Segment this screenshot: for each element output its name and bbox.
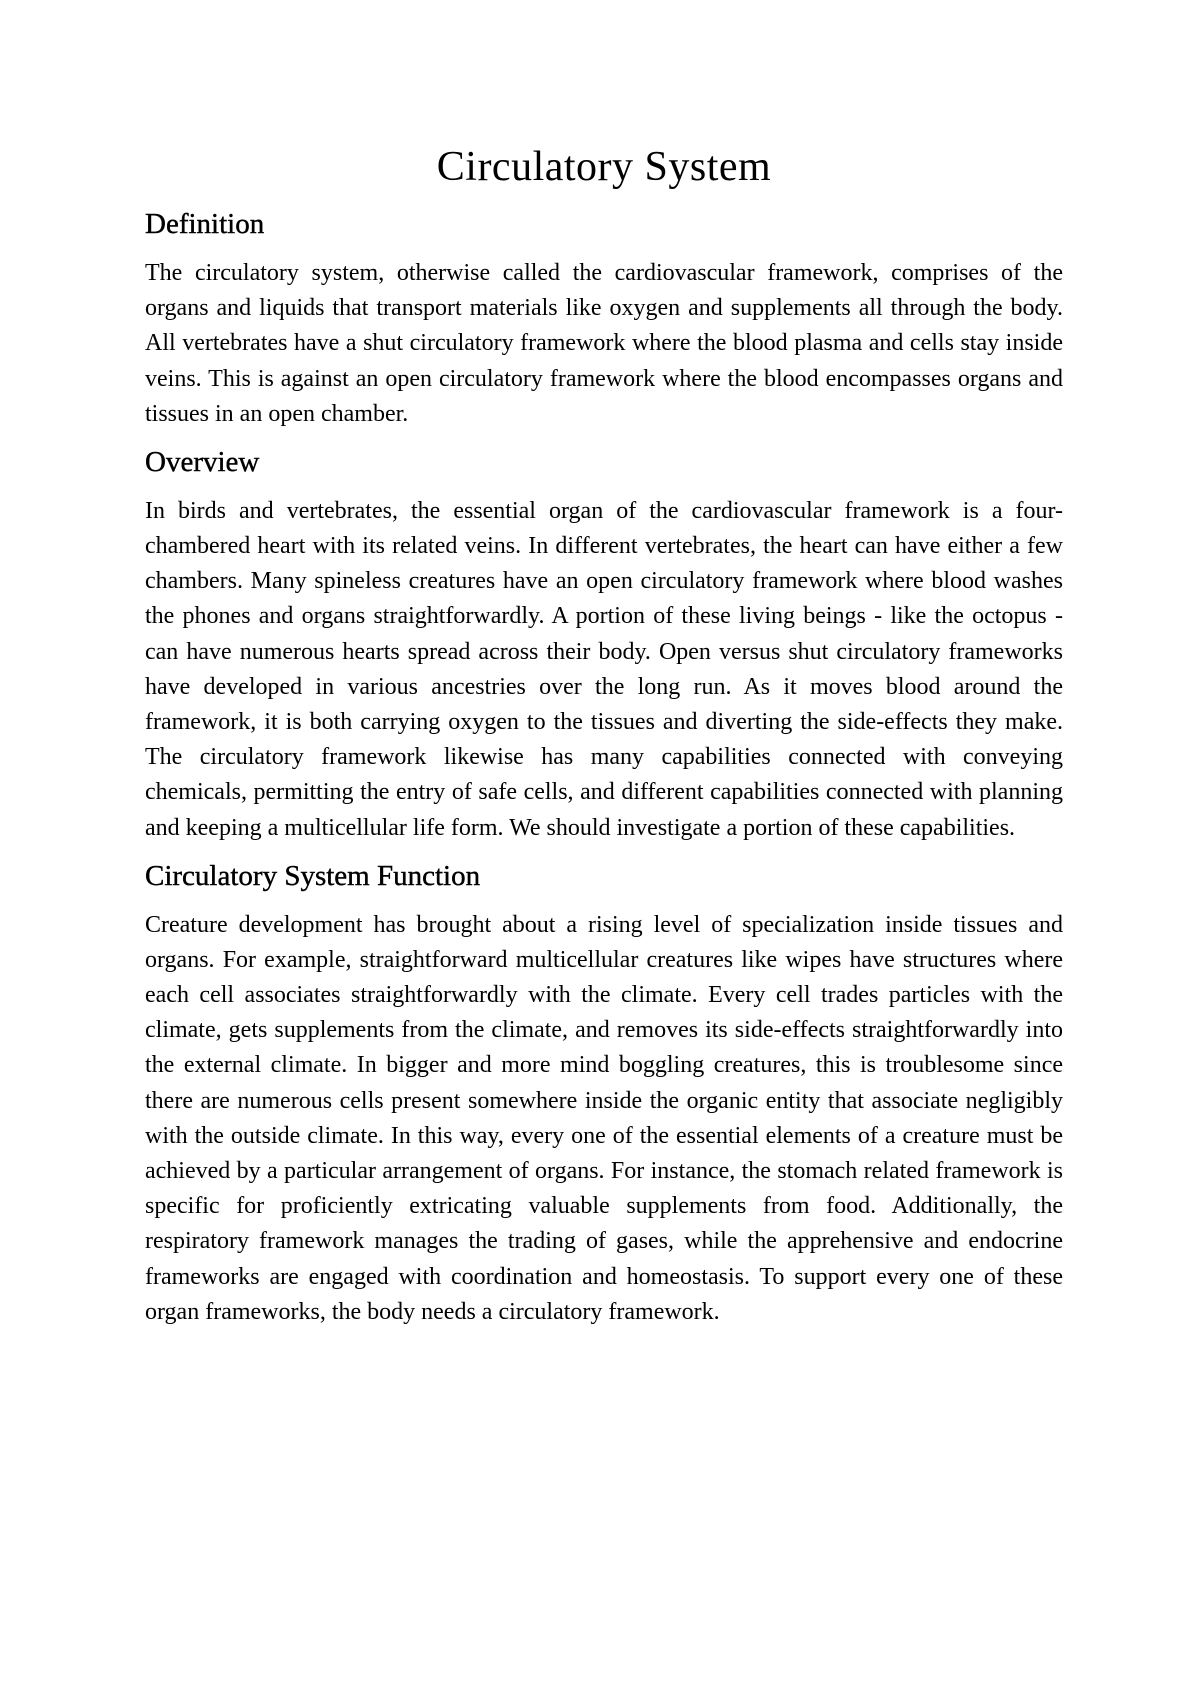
section-definition [145,206,1063,432]
page-title: Circulatory System [436,144,772,190]
section-heading: Definition [145,208,265,241]
section-paragraph: Creature development has brought about a rising level of specialization inside tissues and organs. For example, straightforward multicellular creatures like wipes have structures where each cell associates straightforwardly with the climate. Every cell trades particles with the climate, gets supplements from the climate, and removes its side-effects straightforwardly into the external climate. In bigger and more mind boggling creatures, this is troublesome since there are numerous cells present somewhere inside the organic entity that associate negligibly with the outside climate. In this way, every one of the essential elements of a creature must be achieved by a particular arrangement of organs. For instance, the stomach related framework is specific for proficiently extricating valuable supplements from food. Additionally, the respiratory framework manages the trading of gases, while the apprehensive and endocrine frameworks are engaged with coordination and homeostasis. To support every one of these organ frameworks, the body needs a circulatory framework. [145,911,1063,1325]
section-paragraph: The circulatory system, otherwise called the cardiovascular framework, comprises of the organs and liquids that transport materials like oxygen and supplements all through the body. All vertebrates have a shut circulatory framework where the blood plasma and cells stay inside veins. This is against an open circulatory framework where the blood encompasses organs and tissues in an open chamber. [145,260,1063,427]
document-page [145,142,1063,1342]
section-heading: Circulatory System Function [145,859,481,892]
section-function [145,858,1063,1330]
section-heading: Overview [145,446,260,479]
section-overview [145,444,1063,846]
section-paragraph: In birds and vertebrates, the essential organ of the cardiovascular framework is a four-chambered heart with its related veins. In different vertebrates, the heart can have either a few chambers. Many spineless creatures have an open circulatory framework where blood washes the phones and organs straightforwardly. A portion of these living beings - like the octopus - can have numerous hearts spread across their body. Open versus shut circulatory frameworks have developed in various ancestries over the long run. As it moves blood around the framework, it is both carrying oxygen to the tissues and diverting the side-effects they make. The circulatory framework likewise has many capabilities connected with conveying chemicals, permitting the entry of safe cells, and different capabilities connected with planning and keeping a multicellular life form. We should investigate a portion of these capabilities. [145,497,1063,841]
